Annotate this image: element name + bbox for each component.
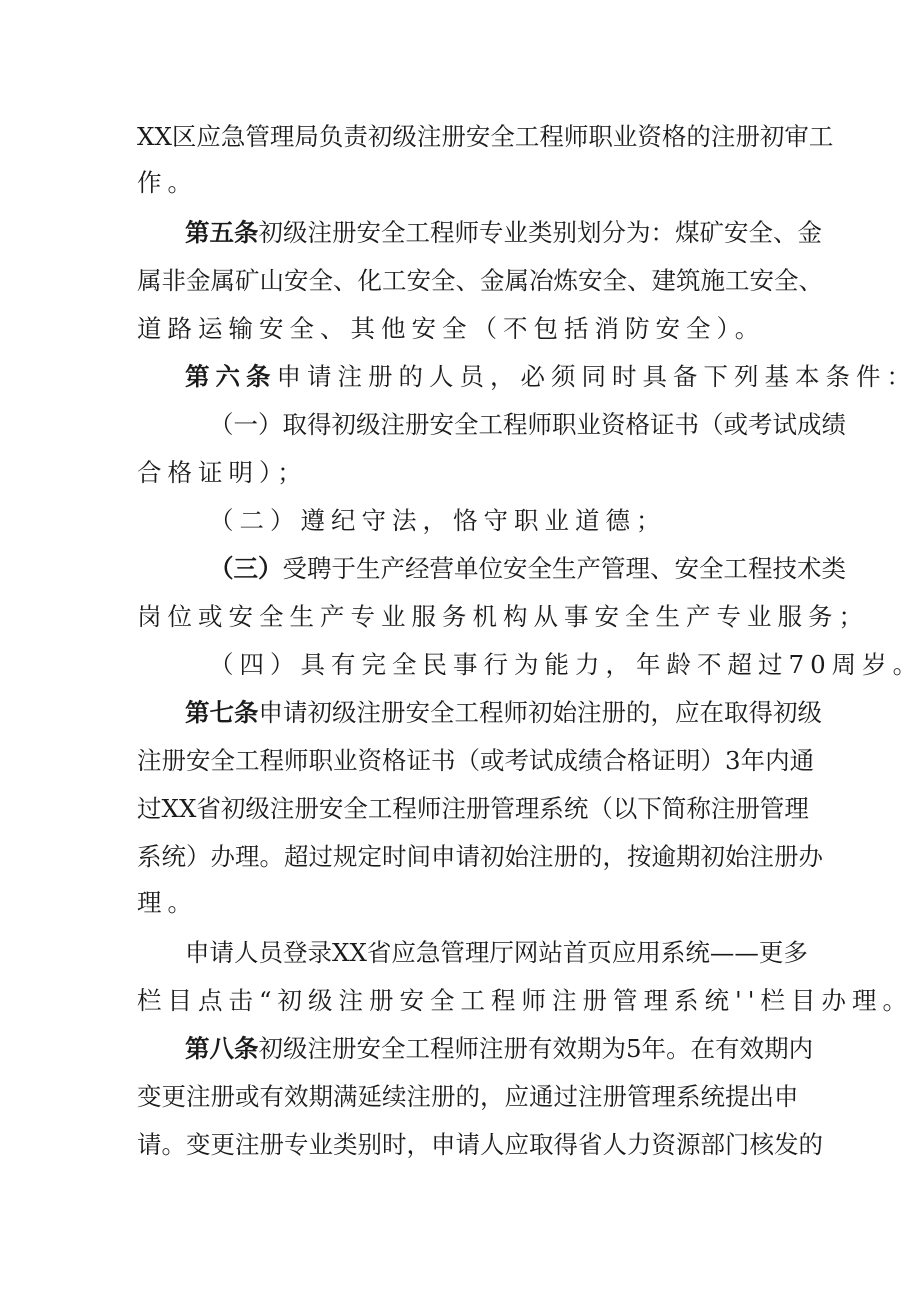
line-text: 申请初级注册安全工程师初始注册的，应在取得初级 <box>258 698 822 727</box>
article-7-line-3 <box>137 791 809 827</box>
line-text: 请。变更注册专业类别时，申请人应取得省人力资源部门核发的 <box>137 1130 823 1159</box>
condition-4-line <box>209 647 923 683</box>
article-number: 第五条 <box>185 218 259 247</box>
condition-1-line-1 <box>209 407 846 443</box>
article-7-line-4 <box>137 839 823 875</box>
condition-3-line-1 <box>209 551 846 587</box>
article-6-line-1 <box>185 359 917 395</box>
line-text: 初级注册安全工程师注册有效期为5年。在有效期内 <box>258 1034 814 1063</box>
line-text: 过XX省初级注册安全工程师注册管理系统（以下简称注册管理 <box>137 794 809 823</box>
article-8-line-1 <box>185 1031 814 1067</box>
line-text: 系统）办理。超过规定时间申请初始注册的，按逾期初始注册办 <box>137 842 823 871</box>
line-text: 作。 <box>137 168 198 197</box>
line-text: 变更注册或有效期满延续注册的，应通过注册管理系统提出申 <box>137 1082 799 1111</box>
line-text: 理。 <box>137 888 198 917</box>
article-5-line-3 <box>137 311 792 347</box>
article-number: 第六条 <box>185 362 277 391</box>
condition-number: （三） <box>209 554 283 583</box>
line-text: 申请注册的人员，必须同时具备下列基本条件： <box>276 362 917 391</box>
line-text: 注册安全工程师职业资格证书（或考试成绩合格证明）3年内通 <box>137 746 815 775</box>
paragraph-line-2 <box>137 165 792 201</box>
condition-2-line <box>209 503 792 539</box>
condition-1-line-2 <box>137 455 792 491</box>
article-7-line-5 <box>137 885 792 921</box>
login-paragraph-line-2 <box>137 983 913 1019</box>
line-text: 岗位或安全生产专业服务机构从事安全生产专业服务； <box>137 602 869 631</box>
article-7-line-1 <box>185 695 822 731</box>
article-8-line-2 <box>137 1079 799 1115</box>
article-5-line-1 <box>185 215 822 251</box>
line-text: 道路运输安全、其他安全（不包括消防安全）。 <box>137 314 766 343</box>
login-paragraph-line-1 <box>185 935 808 971</box>
article-7-line-2 <box>137 743 815 779</box>
line-text: 栏目点击“初级注册安全工程师注册管理系统''栏目办理。 <box>137 986 913 1015</box>
line-text: 初级注册安全工程师专业类别划分为：煤矿安全、金 <box>258 218 822 247</box>
line-text: （二）遵纪守法，恪守职业道德； <box>209 506 667 535</box>
condition-3-line-2 <box>137 599 869 635</box>
article-8-line-3 <box>137 1127 823 1163</box>
article-number: 第七条 <box>185 698 259 727</box>
paragraph-line-1 <box>137 119 834 155</box>
line-text: （一）取得初级注册安全工程师职业资格证书（或考试成绩 <box>209 410 846 439</box>
line-text: XX区应急管理局负责初级注册安全工程师职业资格的注册初审工 <box>137 122 834 151</box>
article-5-line-2 <box>137 263 823 299</box>
line-text: 受聘于生产经营单位安全生产管理、安全工程技术类 <box>282 554 846 583</box>
line-text: 申请人员登录XX省应急管理厅网站首页应用系统——更多 <box>185 938 808 967</box>
article-number: 第八条 <box>185 1034 259 1063</box>
line-text: 合格证明）； <box>137 458 308 487</box>
line-text: 属非金属矿山安全、化工安全、金属冶炼安全、建筑施工安全、 <box>137 266 823 295</box>
line-text: （四）具有完全民事行为能力，年龄不超过70周岁。 <box>209 650 923 679</box>
